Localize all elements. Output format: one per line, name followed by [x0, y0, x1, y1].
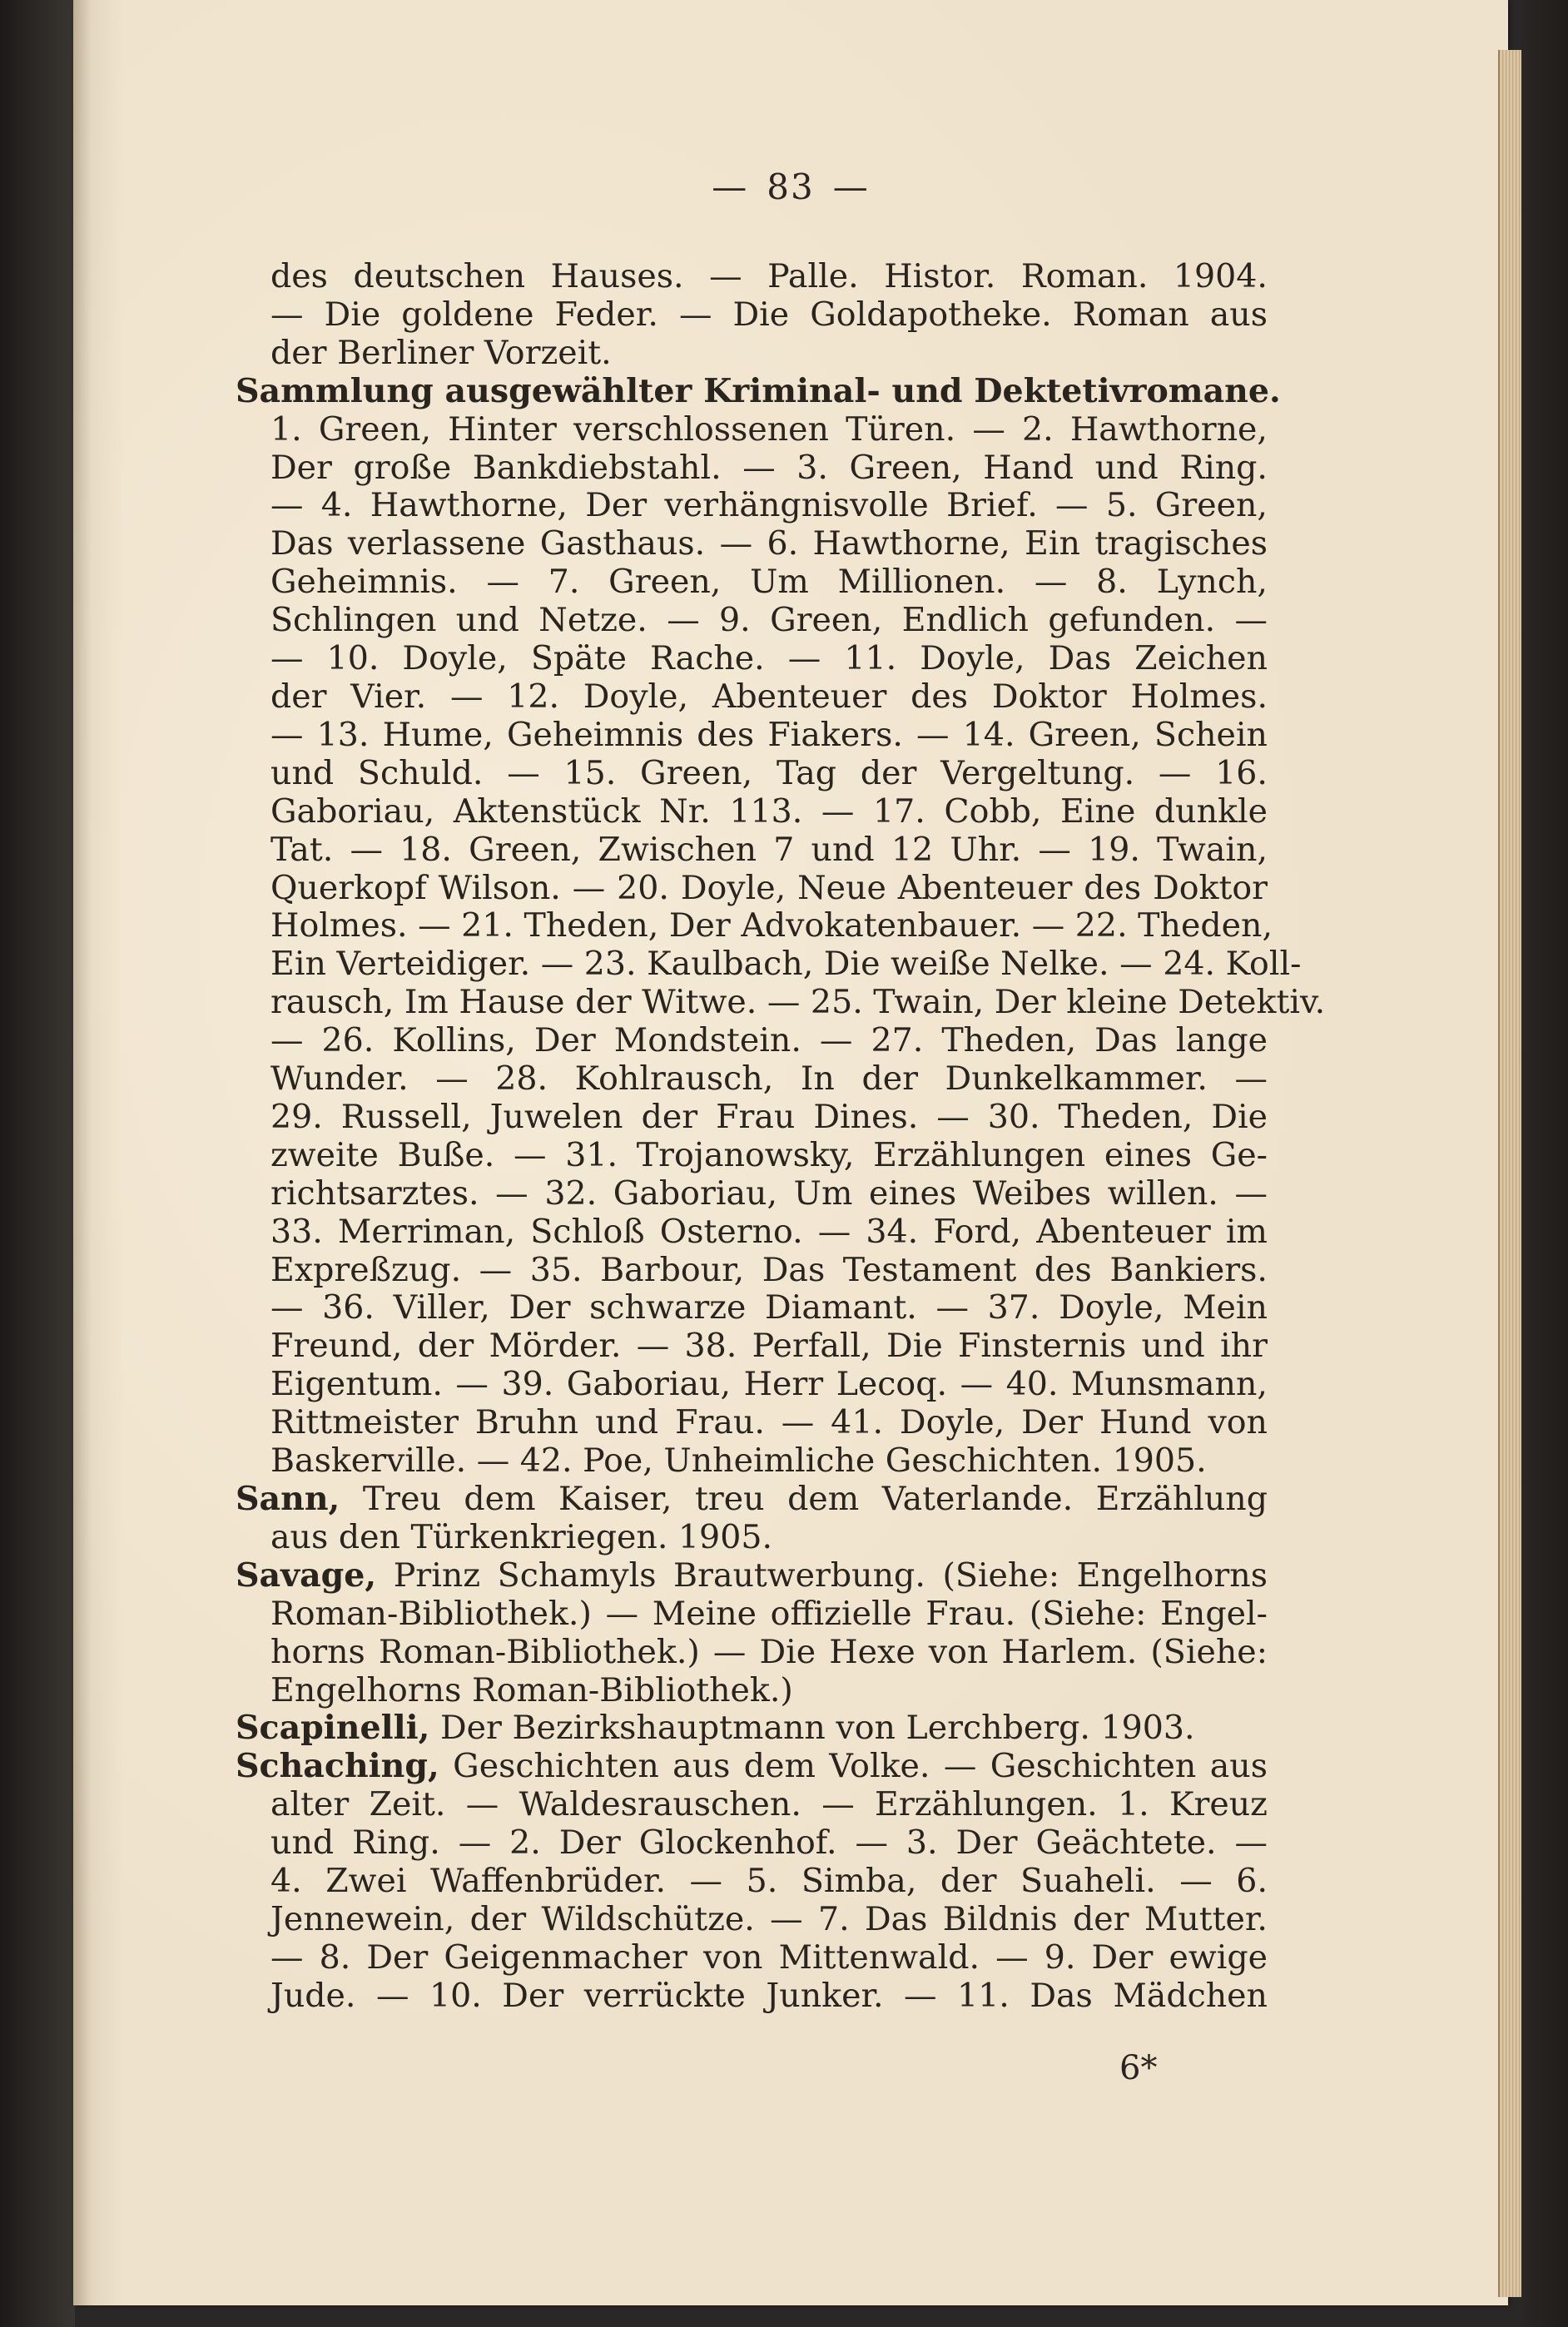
text-line — [236, 1099, 1268, 1137]
text-line — [236, 487, 1268, 525]
page-number-label: 83 — [767, 166, 815, 207]
text-line — [236, 335, 1268, 373]
text-line — [236, 1748, 1268, 1786]
entry-heading: Sammlung ausgewählter Kriminal- und Dektetivromane. — [236, 371, 1281, 410]
line-text: Engelhorns Roman-Bibliothek.) — [270, 1670, 793, 1709]
line-text: 1. Green, Hinter verschlossenen Türen. — 2. Hawthorne, — [270, 409, 1268, 449]
line-text: des deutschen Hauses. — Palle. Histor. Roman. 1904. — [270, 257, 1268, 295]
line-text: — Die goldene Feder. — Die Goldapotheke. Roman aus — [270, 295, 1268, 334]
text-line — [236, 1557, 1268, 1595]
text-line — [236, 1481, 1268, 1519]
text-line — [236, 1977, 1268, 2016]
line-text: Rittmeister Bruhn und Frau. — 41. Doyle, Der Hund von — [270, 1403, 1268, 1442]
text-line — [236, 1327, 1268, 1366]
entry-heading: Sann, — [236, 1480, 340, 1518]
line-text: — 36. Viller, Der schwarze Diamant. — 37. Doyle, Mein — [270, 1288, 1268, 1327]
line-text: Gaboriau, Aktenstück Nr. 113. — 17. Cobb, Eine dunkle — [270, 791, 1268, 831]
line-text: Der Bezirkshauptmann von Lerchberg. 1903. — [429, 1709, 1195, 1748]
line-text: Prinz Schamyls Brautwerbung. (Siehe: Engelhorns — [376, 1555, 1268, 1595]
line-text: — 8. Der Geigenmacher von Mittenwald. — 9. Der ewige — [270, 1938, 1268, 1977]
line-text: Roman-Bibliothek.) — Meine offizielle Frau. (Siehe: Engel- — [270, 1594, 1268, 1633]
text-line — [236, 983, 1326, 1022]
text-line — [236, 1595, 1268, 1634]
line-text: 29. Russell, Juwelen der Frau Dines. — 30. Theden, Die — [270, 1097, 1268, 1136]
entry-heading: Schaching, — [236, 1747, 439, 1786]
line-text: Eigentum. — 39. Gaboriau, Herr Lecoq. — 40. Munsmann, — [270, 1365, 1268, 1404]
text-line — [236, 563, 1268, 602]
text-line — [236, 1252, 1268, 1290]
text-line — [236, 1022, 1268, 1060]
line-text: Geschichten aus dem Volke. — Geschichten aus — [439, 1747, 1268, 1786]
text-line — [236, 1404, 1268, 1442]
line-text: Ein Verteidiger. — 23. Kaulbach, Die weiße Nelke. — 24. Koll- — [270, 945, 1302, 984]
line-text: — 26. Kollins, Der Mondstein. — 27. Theden, Das lange — [270, 1021, 1268, 1060]
line-text: 33. Merriman, Schloß Osterno. — 34. Ford, Abenteuer im — [270, 1212, 1268, 1251]
line-text: zweite Buße. — 31. Trojanowsky, Erzählungen eines Ge- — [270, 1135, 1268, 1174]
text-line — [236, 525, 1268, 563]
text-line — [236, 411, 1268, 449]
line-text: — 4. Hawthorne, Der verhängnisvolle Brief. — 5. Green, — [270, 486, 1268, 525]
text-line — [236, 870, 1268, 908]
text-line — [236, 793, 1268, 831]
text-line — [236, 1137, 1268, 1175]
line-text: Baskerville. — 42. Poe, Unheimliche Geschichten. 1905. — [270, 1441, 1207, 1481]
text-line — [236, 640, 1268, 678]
text-line — [236, 1709, 1268, 1748]
text-line — [236, 1442, 1268, 1481]
text-line — [236, 296, 1268, 335]
line-text: Expreßzug. — 35. Barbour, Das Testament des Bankiers. — [270, 1250, 1268, 1289]
line-text: rausch, Im Hause der Witwe. — 25. Twain, Der kleine Detektiv. — [270, 983, 1326, 1022]
line-text: horns Roman-Bibliothek.) — Die Hexe von Harlem. (Siehe: — [270, 1632, 1268, 1671]
text-line — [236, 1519, 1268, 1557]
text-line — [236, 678, 1268, 717]
text-line — [236, 945, 1302, 984]
line-text: alter Zeit. — Waldesrauschen. — Erzählungen. 1. Kreuz — [270, 1785, 1268, 1824]
line-text: und Ring. — 2. Der Glockenhof. — 3. Der Geächtete. — — [270, 1823, 1268, 1863]
line-text: Tat. — 18. Green, Zwischen 7 und 12 Uhr. — 19. Twain, — [270, 830, 1268, 869]
text-line — [236, 1060, 1268, 1099]
signature-mark: 6* — [1119, 2049, 1158, 2087]
page-body-text — [236, 257, 1326, 2016]
line-text: Jennewein, der Wildschütze. — 7. Das Bildnis der Mutter. — [270, 1899, 1268, 1938]
line-text: der Berliner Vorzeit. — [270, 333, 612, 372]
line-text: der Vier. — 12. Doyle, Abenteuer des Doktor Holmes. — [270, 677, 1268, 716]
text-line — [236, 371, 1281, 411]
entry-heading: Savage, — [236, 1555, 377, 1595]
book-binding-right — [1521, 0, 1568, 2327]
line-text: Holmes. — 21. Theden, Der Advokatenbauer. — 22. Theden, — [270, 906, 1273, 945]
text-line — [236, 906, 1273, 945]
line-text: Freund, der Mörder. — 38. Perfall, Die Finsternis und ihr — [270, 1327, 1268, 1366]
text-line — [236, 1175, 1268, 1213]
line-text: aus den Türkenkriegen. 1905. — [270, 1517, 773, 1556]
text-line — [236, 831, 1268, 870]
text-line — [236, 1824, 1268, 1863]
text-line — [236, 602, 1268, 640]
line-text: und Schuld. — 15. Green, Tag der Vergeltung. — 16. — [270, 753, 1268, 792]
text-line — [236, 258, 1268, 296]
line-text: Jude. — 10. Der verrückte Junker. — 11. Das Mädchen — [270, 1976, 1268, 2015]
page-number: — 83 — — [712, 166, 870, 207]
text-line — [236, 449, 1268, 488]
line-text: 4. Zwei Waffenbrüder. — 5. Simba, der Suaheli. — 6. — [270, 1862, 1268, 1901]
line-text: Treu dem Kaiser, treu dem Vaterlande. Erzählung — [340, 1480, 1268, 1518]
line-text: — 13. Hume, Geheimnis des Fiakers. — 14. Green, Schein — [270, 715, 1268, 754]
entry-heading: Scapinelli, — [236, 1709, 430, 1748]
text-line — [236, 1213, 1268, 1252]
text-line — [236, 1939, 1268, 1977]
line-text: richtsarztes. — 32. Gaboriau, Um eines Weibes willen. — — [270, 1173, 1268, 1213]
line-text: Das verlassene Gasthaus. — 6. Hawthorne, Ein tragisches — [270, 524, 1268, 563]
line-text: Wunder. — 28. Kohlrausch, In der Dunkelkammer. — — [270, 1059, 1268, 1099]
text-line — [236, 1289, 1268, 1327]
text-line — [236, 1366, 1268, 1404]
text-line — [236, 1901, 1268, 1939]
line-text: — 10. Doyle, Späte Rache. — 11. Doyle, Das Zeichen — [270, 639, 1268, 678]
text-line — [236, 1863, 1268, 1901]
text-line — [236, 1672, 1268, 1710]
text-line — [236, 1786, 1268, 1824]
line-text: Schlingen und Netze. — 9. Green, Endlich gefunden. — — [270, 601, 1268, 640]
book-binding-left — [0, 0, 75, 2327]
text-line — [236, 755, 1268, 793]
line-text: Der große Bankdiebstahl. — 3. Green, Hand und Ring. — [270, 448, 1268, 487]
text-line — [236, 1634, 1268, 1672]
line-text: Querkopf Wilson. — 20. Doyle, Neue Abenteuer des Doktor — [270, 868, 1268, 907]
line-text: Geheimnis. — 7. Green, Um Millionen. — 8. Lynch, — [270, 563, 1268, 602]
text-line — [236, 717, 1268, 755]
